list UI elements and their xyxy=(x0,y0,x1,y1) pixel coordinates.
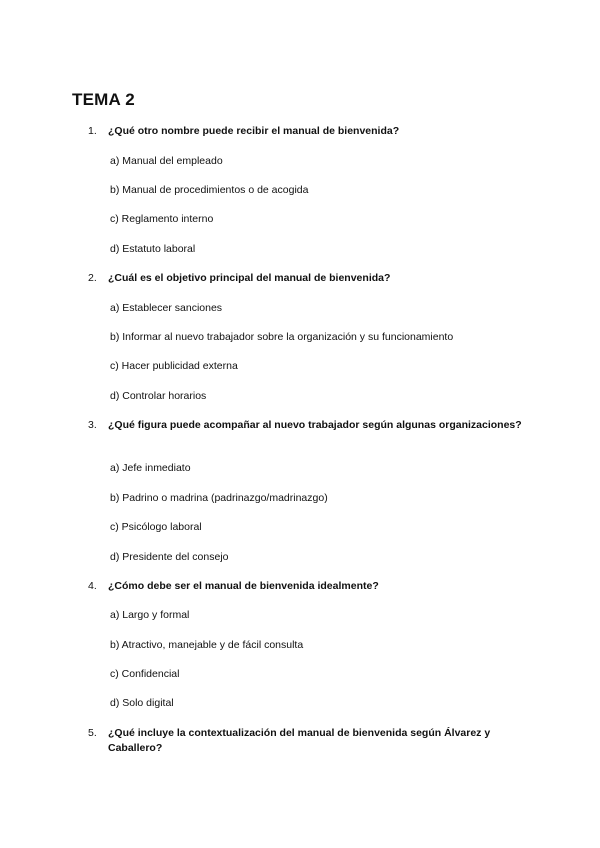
question-3-option-d: d) Presidente del consejo xyxy=(110,551,229,563)
question-text: ¿Qué figura puede acompañar al nuevo trabajador según algunas organizaciones? xyxy=(108,419,522,431)
question-4-option-d: d) Solo digital xyxy=(110,697,174,709)
page-title: TEMA 2 xyxy=(72,90,135,109)
question-3-option-a: a) Jefe inmediato xyxy=(110,462,191,474)
question-1 xyxy=(88,124,528,139)
question-number: 3. xyxy=(88,419,97,431)
question-2-option-b: b) Informar al nuevo trabajador sobre la organización y su funcionamiento xyxy=(110,331,454,343)
question-text: ¿Qué incluye la contextualización del manual de bienvenida según Álvarez y Caballero? xyxy=(108,727,491,754)
question-number: 4. xyxy=(88,580,97,592)
question-4-option-c: c) Confidencial xyxy=(110,668,180,680)
question-1-option-a: a) Manual del empleado xyxy=(110,155,223,167)
question-number: 5. xyxy=(88,727,97,739)
question-1-option-b: b) Manual de procedimientos o de acogida xyxy=(110,184,309,196)
question-4-option-a: a) Largo y formal xyxy=(110,609,190,621)
question-3 xyxy=(88,418,528,433)
question-2-option-a: a) Establecer sanciones xyxy=(110,302,223,314)
question-2 xyxy=(88,271,528,286)
question-1-option-c: c) Reglamento interno xyxy=(110,213,214,225)
question-4-option-b: b) Atractivo, manejable y de fácil consulta xyxy=(110,639,304,651)
question-2-option-c: c) Hacer publicidad externa xyxy=(110,360,238,372)
question-text: ¿Qué otro nombre puede recibir el manual de bienvenida? xyxy=(108,125,400,137)
question-3-option-b: b) Padrino o madrina (padrinazgo/madrinazgo) xyxy=(110,492,328,504)
question-text: ¿Cómo debe ser el manual de bienvenida idealmente? xyxy=(108,580,379,592)
question-1-option-d: d) Estatuto laboral xyxy=(110,243,196,255)
question-number: 1. xyxy=(88,125,97,137)
question-3-option-c: c) Psicólogo laboral xyxy=(110,521,202,533)
question-5 xyxy=(88,726,528,756)
question-4 xyxy=(88,579,528,594)
question-number: 2. xyxy=(88,272,97,284)
question-text: ¿Cuál es el objetivo principal del manual de bienvenida? xyxy=(108,272,391,284)
question-2-option-d: d) Controlar horarios xyxy=(110,390,207,402)
